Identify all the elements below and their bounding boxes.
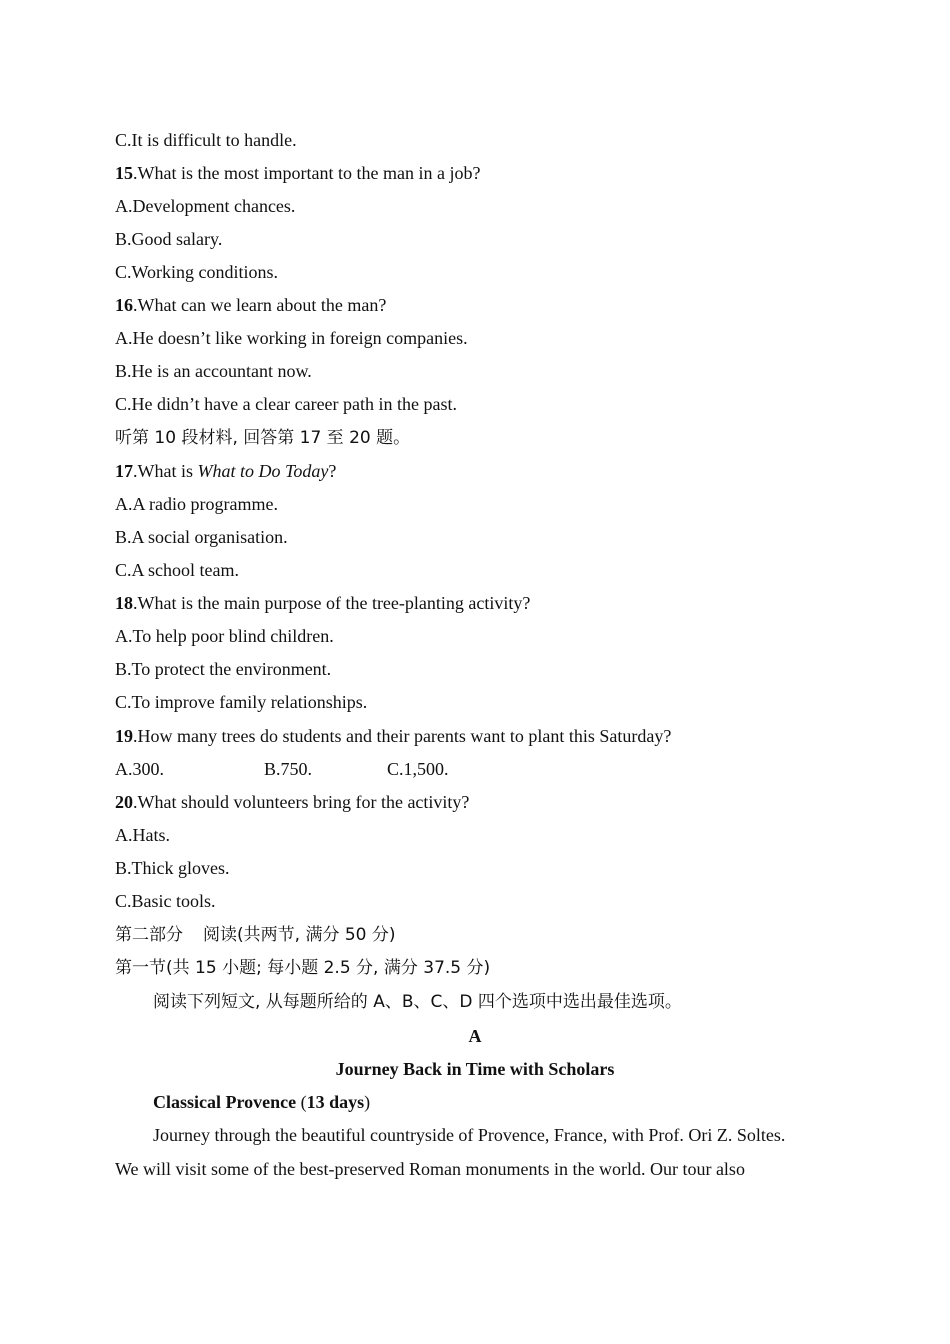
q16-option-c: C.He didn’t have a clear career path in the past. — [115, 394, 458, 414]
question-text: .What is — [133, 461, 198, 481]
question-number: 18 — [115, 593, 133, 613]
question-18 — [115, 587, 530, 620]
q20-option-a: A.Hats. — [115, 825, 170, 845]
section-10-instruction: 听第 10 段材料, 回答第 17 至 20 题。 — [115, 428, 411, 448]
q15-option-a: A.Development chances. — [115, 196, 296, 216]
program-title: What to Do Today — [197, 461, 329, 481]
question-text: .What can we learn about the man? — [133, 295, 387, 315]
question-number: 17 — [115, 461, 133, 481]
q20-option-b: B.Thick gloves. — [115, 858, 230, 878]
question-number: 20 — [115, 792, 133, 812]
passage-line-2: We will visit some of the best-preserved Roman monuments in the world. Our tour also — [115, 1159, 745, 1179]
question-text-end: ? — [328, 461, 337, 481]
q19-option-a: A.300. — [115, 759, 164, 779]
reading-instruction: 阅读下列短文, 从每题所给的 A、B、C、D 四个选项中选出最佳选项。 — [153, 992, 682, 1012]
q14-option-c: C.It is difficult to handle. — [115, 130, 297, 150]
part-2-heading — [115, 919, 396, 952]
question-20 — [115, 786, 469, 819]
q18-option-b: B.To protect the environment. — [115, 659, 332, 679]
part-2-label: 第二部分 — [115, 925, 183, 945]
q17-option-c: C.A school team. — [115, 560, 239, 580]
q19-option-c: C.1,500. — [387, 759, 449, 779]
question-number: 19 — [115, 726, 133, 746]
question-17 — [115, 455, 336, 488]
q17-option-a: A.A radio programme. — [115, 494, 278, 514]
q17-option-b: B.A social organisation. — [115, 527, 288, 547]
question-text: .What should volunteers bring for the activity? — [133, 792, 470, 812]
question-19 — [115, 720, 671, 753]
q16-option-a: A.He doesn’t like working in foreign companies. — [115, 328, 468, 348]
question-text: .What is the main purpose of the tree-planting activity? — [133, 593, 531, 613]
question-number: 15 — [115, 163, 133, 183]
q15-option-c: C.Working conditions. — [115, 262, 279, 282]
q20-option-c: C.Basic tools. — [115, 891, 216, 911]
q19-option-b: B.750. — [264, 759, 313, 779]
section-1-heading — [115, 952, 490, 985]
q16-option-b: B.He is an accountant now. — [115, 361, 312, 381]
passage-title: Journey Back in Time with Scholars — [335, 1059, 615, 1079]
section-1-label: 第一节 — [115, 958, 166, 978]
q15-option-b: B.Good salary. — [115, 229, 223, 249]
question-15 — [115, 157, 480, 190]
tour-name: Classical Provence — [153, 1092, 297, 1112]
question-text: .How many trees do students and their parents want to plant this Saturday? — [133, 726, 672, 746]
paren-close: ) — [364, 1092, 371, 1112]
passage-subtitle — [153, 1086, 370, 1119]
q18-option-c: C.To improve family relationships. — [115, 692, 368, 712]
question-number: 16 — [115, 295, 133, 315]
section-1-description: (共 15 小题; 每小题 2.5 分, 满分 37.5 分) — [166, 958, 491, 978]
paren-open: ( — [296, 1092, 307, 1112]
passage-letter: A — [468, 1026, 482, 1046]
part-2-description: 阅读(共两节, 满分 50 分) — [203, 925, 396, 945]
question-text: .What is the most important to the man in a job? — [133, 163, 481, 183]
q18-option-a: A.To help poor blind children. — [115, 626, 334, 646]
tour-duration: 13 days — [306, 1092, 365, 1112]
question-16 — [115, 289, 386, 322]
passage-line-1: Journey through the beautiful countryside of Provence, France, with Prof. Ori Z. Soltes. — [153, 1125, 786, 1145]
